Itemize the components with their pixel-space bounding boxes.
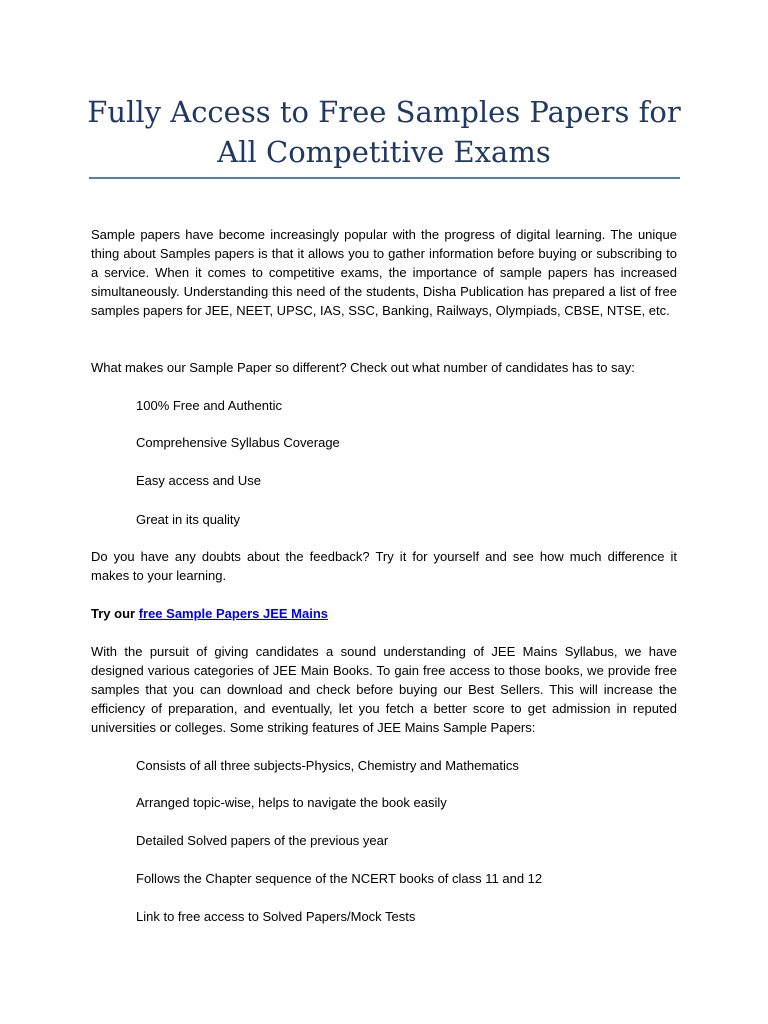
try-prefix: Try our bbox=[91, 606, 139, 621]
page-title bbox=[60, 92, 708, 172]
feature-item: Easy access and Use bbox=[136, 473, 262, 488]
feature-item: Comprehensive Syllabus Coverage bbox=[136, 435, 340, 450]
feature-item: Great in its quality bbox=[136, 512, 241, 527]
doubts-paragraph: Do you have any doubts about the feedback? Try it for yourself and see how much difference it makes to your learning. bbox=[91, 549, 677, 583]
title-line-1: Fully Access to Free Samples Papers for bbox=[87, 95, 681, 129]
jee-feature-item: Link to free access to Solved Papers/Mock Tests bbox=[136, 909, 416, 924]
title-line-2: All Competitive Exams bbox=[217, 135, 551, 169]
jee-feature-item: Follows the Chapter sequence of the NCERT books of class 11 and 12 bbox=[136, 871, 543, 886]
jee-sample-papers-link[interactable]: free Sample Papers JEE Mains bbox=[138, 606, 328, 621]
intro-paragraph: Sample papers have become increasingly popular with the progress of digital learning. The unique thing about Samples papers is that it allows you to gather information before buying or subscribing to a service. When it comes to competitive exams, the importance of sample papers has increased simultaneously. Understanding this need of the students, Disha Publication has prepared a list of free samples papers for JEE, NEET, UPSC, IAS, SSC, Banking, Railways, Olympiads, CBSE, NTSE, etc. bbox=[91, 227, 677, 318]
jee-feature-item: Detailed Solved papers of the previous year bbox=[136, 833, 389, 848]
try-line bbox=[91, 604, 677, 623]
jee-feature-item: Consists of all three subjects-Physics, Chemistry and Mathematics bbox=[136, 758, 519, 773]
jee-feature-item: Arranged topic-wise, helps to navigate the book easily bbox=[136, 795, 447, 810]
title-divider bbox=[89, 177, 680, 179]
jee-paragraph: With the pursuit of giving candidates a sound understanding of JEE Mains Syllabus, we have designed various categories of JEE Main Books. To gain free access to those books, we provide free samples that you can download and check before buying our Best Sellers. This will increase the efficiency of preparation, and eventually, let you fetch a better score to get admission in reputed universities or colleges. Some striking features of JEE Mains Sample Papers: bbox=[91, 644, 677, 735]
question-paragraph: What makes our Sample Paper so different? Check out what number of candidates has to say: bbox=[91, 360, 635, 375]
feature-item: 100% Free and Authentic bbox=[136, 398, 282, 413]
